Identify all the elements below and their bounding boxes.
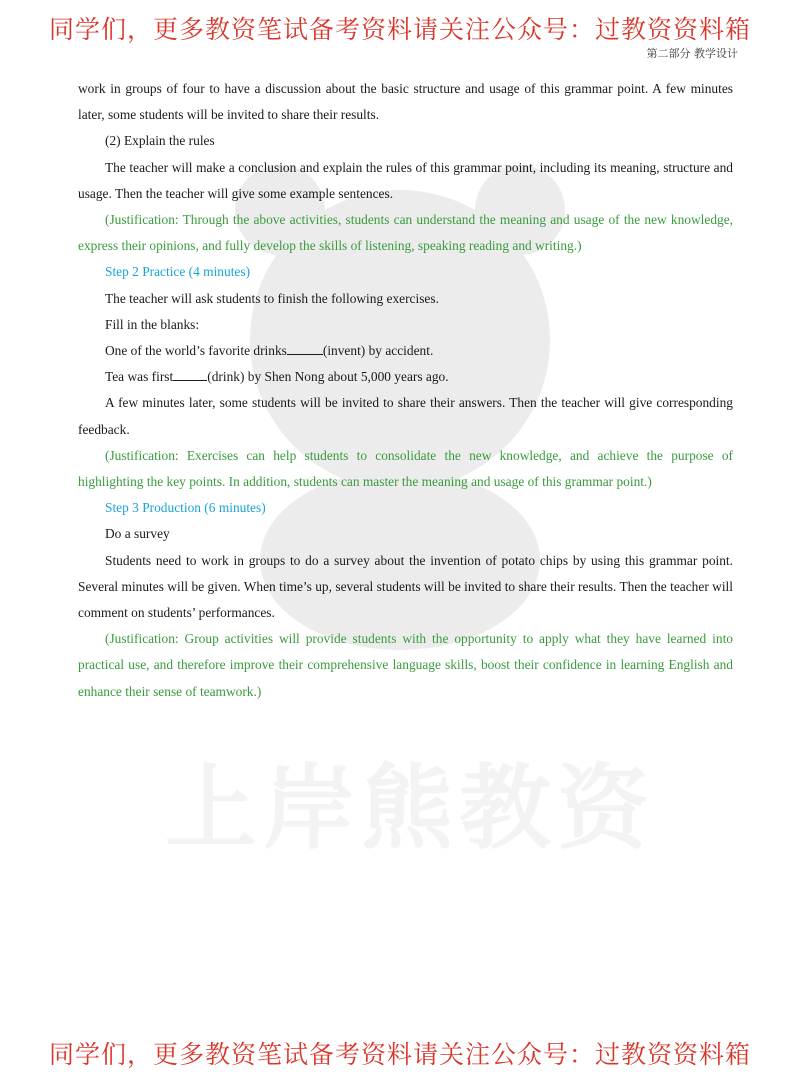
justification-text: (Justification: Through the above activities, students can understand the meaning and usage of the new knowledge, express their opinions, and fully develop the skills of listening, speaking reading and writing.) (78, 212, 733, 254)
top-banner: 同学们，更多教资笔试备考资料请关注公众号：过教资资料箱 (48, 15, 751, 44)
exercise-item-2 (78, 364, 733, 390)
brand-watermark-text (150, 735, 670, 867)
activity-title: Do a survey (105, 526, 170, 542)
answer-blank (173, 368, 207, 381)
paragraph: work in groups of four to have a discussion about the basic structure and usage of this grammar point. A few minutes later, some students will be invited to share their results. (78, 81, 733, 123)
exercise-text: (invent) by accident. (322, 343, 434, 359)
subheading-explain-rules: (2) Explain the rules (105, 133, 215, 149)
paragraph: A few minutes later, some students will be invited to share their answers. Then the teacher will give corresponding feedback. (78, 395, 733, 437)
step-heading-practice: Step 2 Practice (4 minutes) (105, 264, 251, 280)
paragraph: The teacher will ask students to finish the following exercises. (105, 290, 439, 306)
section-header: 第二部分 教学设计 (646, 47, 738, 60)
exercise-text: One of the world’s favorite drinks (105, 343, 287, 359)
exercise-text: Tea was first (105, 369, 174, 385)
exercise-item-1 (78, 338, 733, 364)
paragraph: Students need to work in groups to do a survey about the invention of potato chips by using this grammar point. Several minutes will be given. When time’s up, several students will be invited to share their results. Then the teacher will comment on students’ performances. (78, 552, 733, 621)
justification-text: (Justification: Group activities will provide students with the opportunity to apply what they have learned into practical use, and therefore improve their comprehensive language skills, boost their confidence in learning English and enhance their sense of teamwork.) (78, 631, 733, 699)
justification-text: (Justification: Exercises can help students to consolidate the new knowledge, and achieve the purpose of highlighting the key points. In addition, students can master the meaning and usage of this grammar point.) (78, 447, 733, 490)
document-body (78, 76, 733, 705)
exercise-instruction: Fill in the blanks: (105, 316, 200, 332)
answer-blank (287, 342, 323, 355)
paragraph: The teacher will make a conclusion and explain the rules of this grammar point, including its meaning, structure and usage. Then the teacher will give some example sentences. (78, 159, 733, 201)
bottom-banner: 同学们，更多教资笔试备考资料请关注公众号：过教资资料箱 (48, 1040, 751, 1069)
exercise-text: (drink) by Shen Nong about 5,000 years ago. (207, 369, 449, 385)
step-heading-production: Step 3 Production (6 minutes) (105, 500, 266, 516)
